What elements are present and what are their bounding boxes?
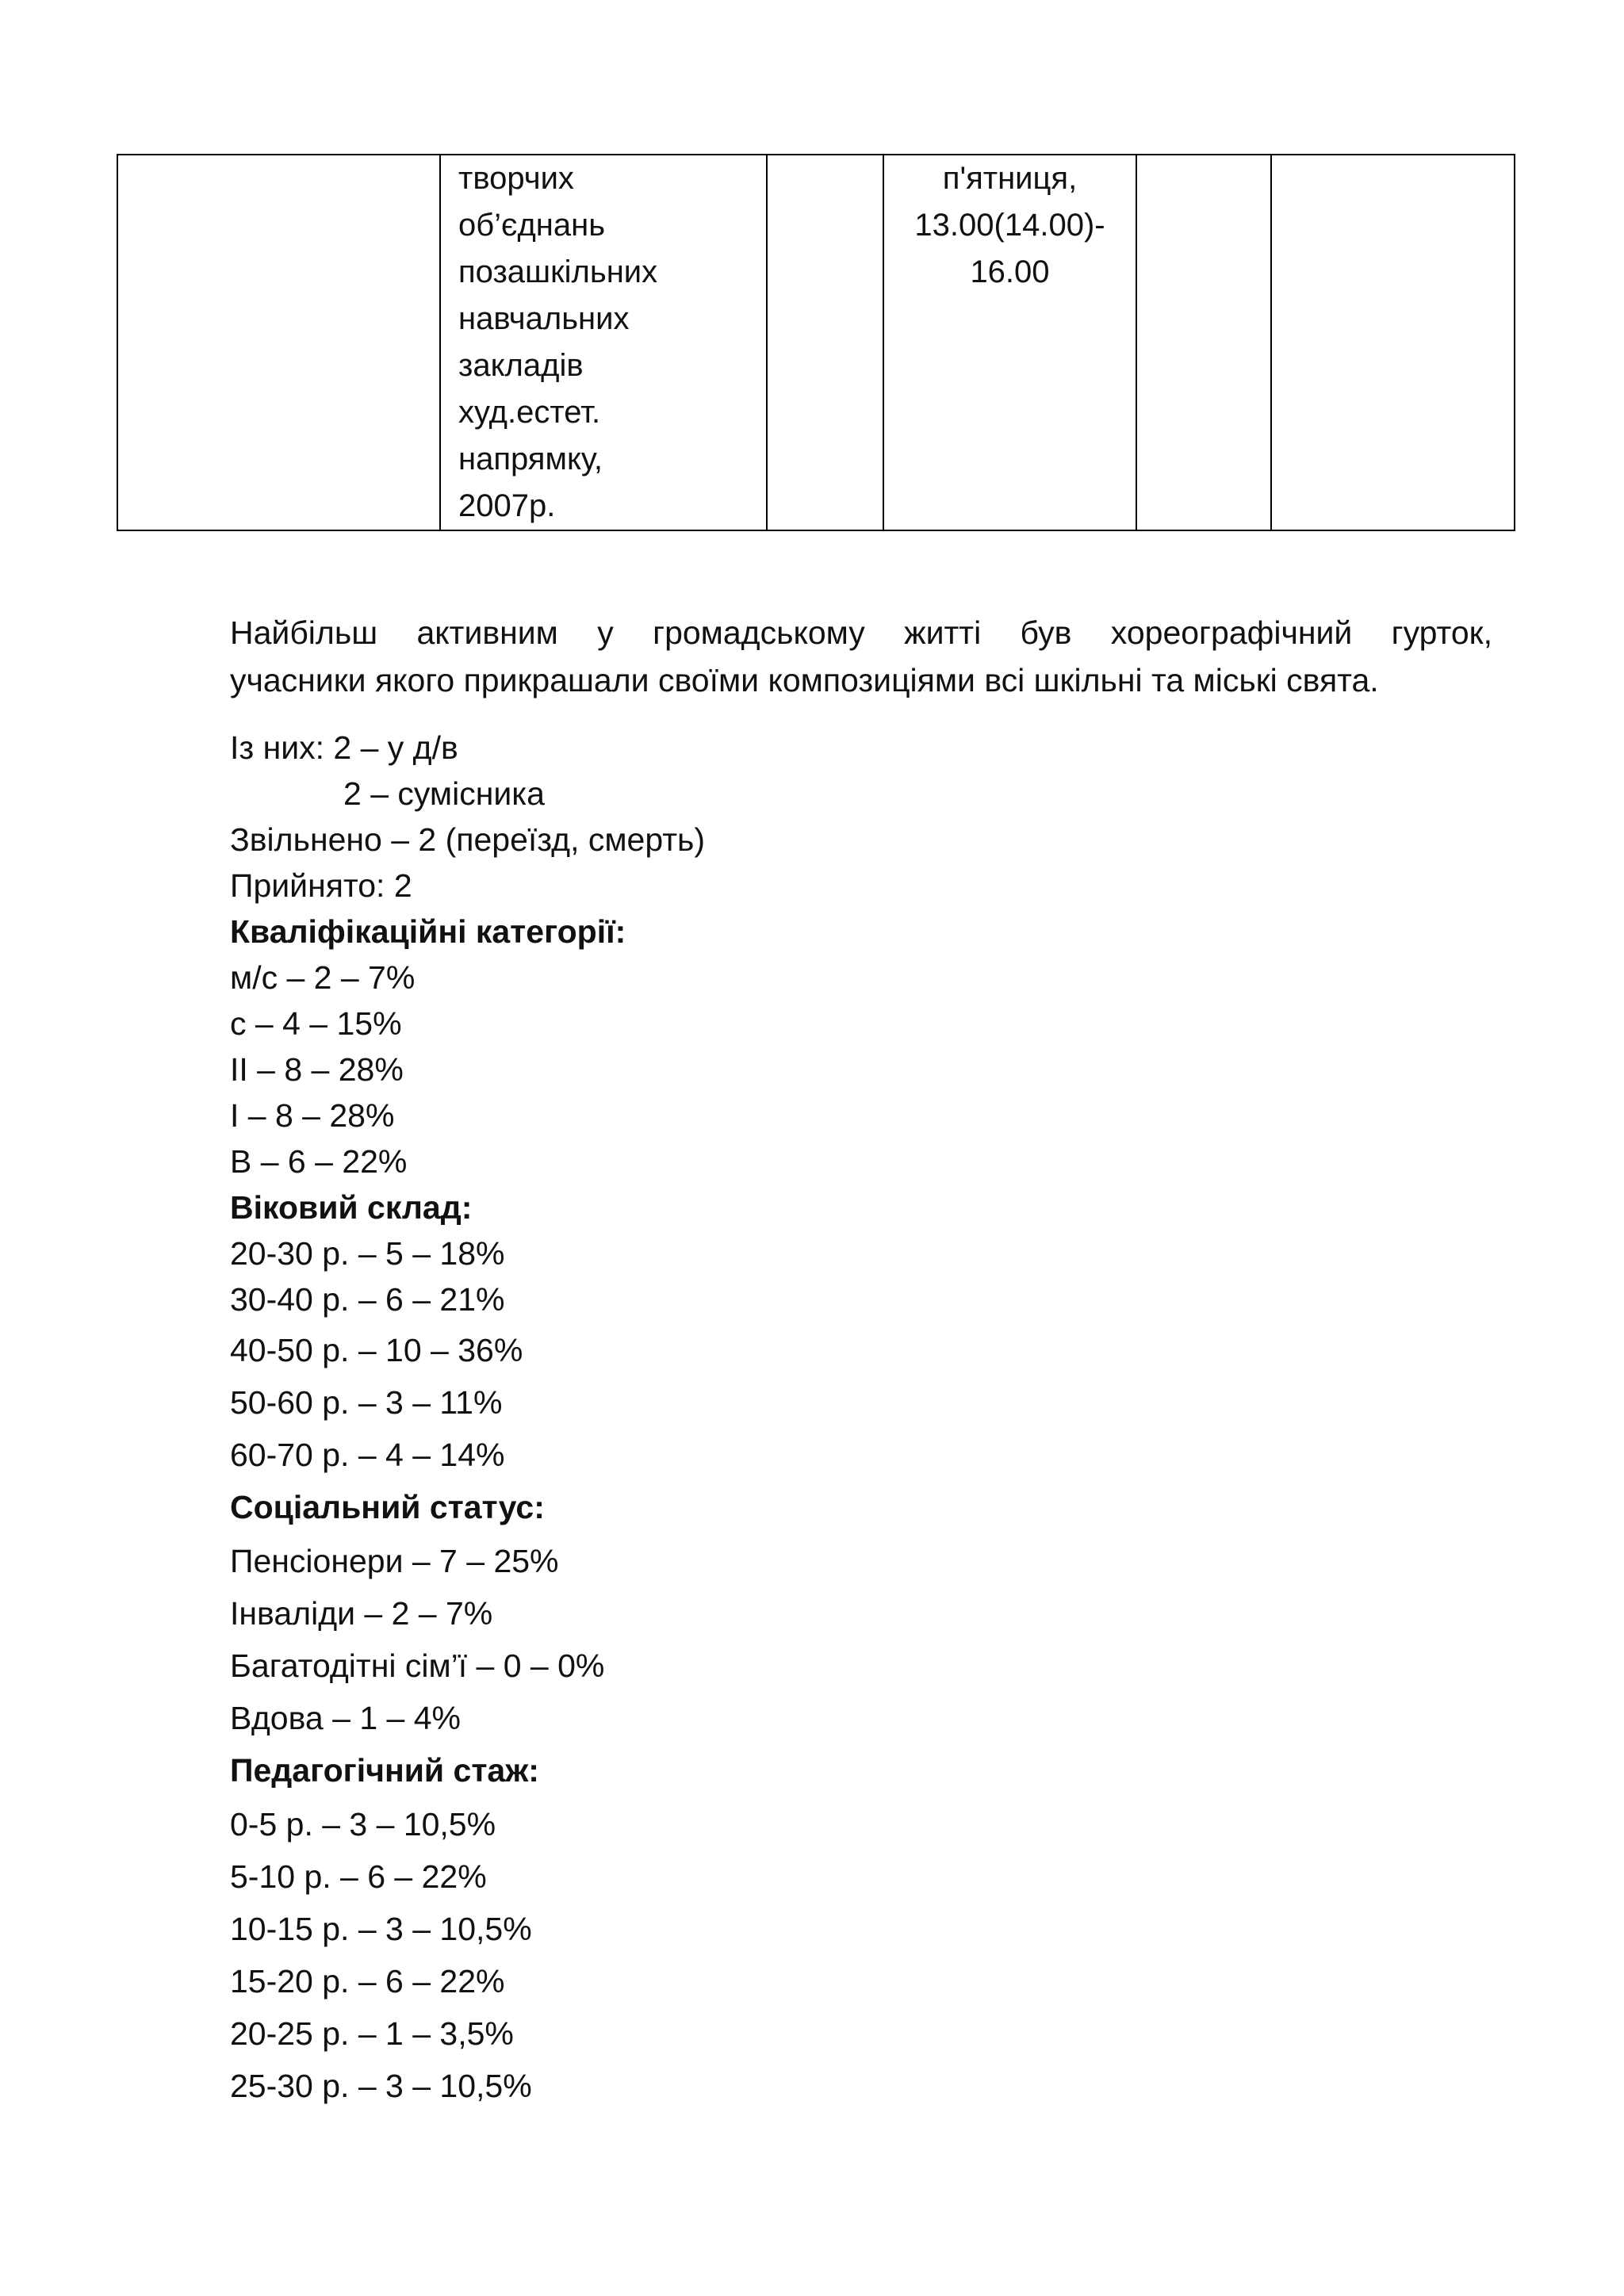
cell-text-line: 2007р. xyxy=(458,488,556,523)
cell-text-line: навчальних xyxy=(458,301,630,336)
cell-text-line: творчих xyxy=(458,161,574,196)
age-item: 40-50 р. – 10 – 36% xyxy=(230,1332,523,1368)
social-item: Інваліди – 2 – 7% xyxy=(230,1595,493,1632)
staff-hired: Прийнято: 2 xyxy=(230,867,412,904)
table-cell-1 xyxy=(117,155,440,530)
qualification-item: ІІ – 8 – 28% xyxy=(230,1051,404,1088)
table-row xyxy=(117,155,1515,530)
table-cell-2 xyxy=(440,155,767,530)
experience-item: 0-5 р. – 3 – 10,5% xyxy=(230,1806,496,1843)
qualification-item: с – 4 – 15% xyxy=(230,1005,402,1042)
cell-text-line: напрямку, xyxy=(458,442,603,476)
schedule-table xyxy=(117,154,1515,531)
experience-item: 5-10 р. – 6 – 22% xyxy=(230,1858,487,1895)
experience-item: 25-30 р. – 3 – 10,5% xyxy=(230,2068,532,2104)
table-cell-4 xyxy=(883,155,1136,530)
table-cell-5 xyxy=(1136,155,1271,530)
social-item: Пенсіонери – 7 – 25% xyxy=(230,1543,559,1579)
cell-text-line: позашкільних xyxy=(458,254,658,289)
cell-text-line: об’єднань xyxy=(458,208,606,243)
body-paragraph xyxy=(230,609,1492,704)
cell-text-line: 16.00 xyxy=(970,254,1050,289)
social-item: Вдова – 1 – 4% xyxy=(230,1700,461,1736)
qualification-item: В – 6 – 22% xyxy=(230,1143,408,1180)
experience-heading: Педагогічний стаж: xyxy=(230,1752,539,1789)
paragraph-line: Найбільш активним у громадському житті був хореографічний гурток, xyxy=(230,614,1492,651)
age-heading: Віковий склад: xyxy=(230,1189,473,1226)
age-item: 50-60 р. – 3 – 11% xyxy=(230,1384,503,1421)
table-cell-3 xyxy=(767,155,883,530)
qualification-item: м/с – 2 – 7% xyxy=(230,959,416,996)
experience-item: 20-25 р. – 1 – 3,5% xyxy=(230,2015,514,2052)
age-item: 20-30 р. – 5 – 18% xyxy=(230,1235,505,1272)
paragraph-line: учасники якого прикрашали своїми композиціями всі шкільні та міські свята. xyxy=(230,662,1379,698)
social-heading: Соціальний статус: xyxy=(230,1489,545,1525)
staff-dismissed: Звільнено – 2 (переїзд, смерть) xyxy=(230,821,706,858)
staff-of-them: Із них: 2 – у д/в xyxy=(230,729,458,766)
qualification-item: І – 8 – 28% xyxy=(230,1097,395,1134)
cell-text-line: закладів xyxy=(458,348,584,383)
age-item: 60-70 р. – 4 – 14% xyxy=(230,1437,505,1473)
table-cell-6 xyxy=(1271,155,1515,530)
cell-text-line: 13.00(14.00)- xyxy=(914,208,1105,243)
age-item: 30-40 р. – 6 – 21% xyxy=(230,1281,505,1318)
experience-item: 10-15 р. – 3 – 10,5% xyxy=(230,1911,532,1947)
cell-text-line: худ.естет. xyxy=(458,395,601,430)
social-item: Багатодітні сім’ї – 0 – 0% xyxy=(230,1647,605,1684)
experience-item: 15-20 р. – 6 – 22% xyxy=(230,1963,505,1999)
staff-part-time: 2 – сумісника xyxy=(343,775,545,812)
cell-text-line: п'ятниця, xyxy=(942,161,1078,196)
qualification-heading: Кваліфікаційні категорії: xyxy=(230,913,626,950)
